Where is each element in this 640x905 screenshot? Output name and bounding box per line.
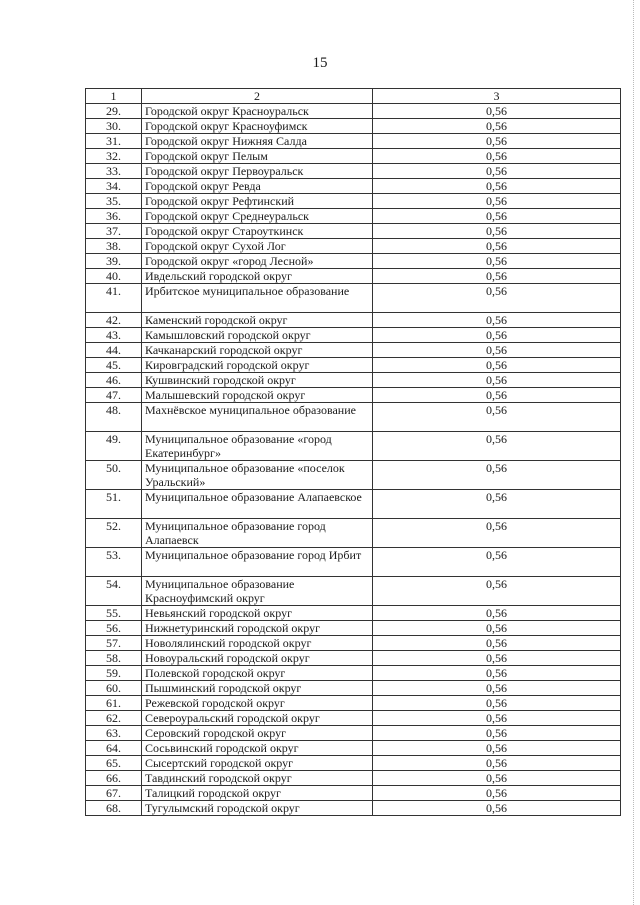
- row-number: 66.: [86, 771, 142, 786]
- row-name: Городской округ Рефтинский: [142, 194, 373, 209]
- header-col-1: 1: [86, 89, 142, 104]
- row-value: 0,56: [373, 403, 621, 432]
- row-number: 62.: [86, 711, 142, 726]
- row-number: 65.: [86, 756, 142, 771]
- row-value: 0,56: [373, 209, 621, 224]
- table-row: [86, 149, 621, 164]
- row-number: 44.: [86, 343, 142, 358]
- table-row: [86, 548, 621, 577]
- row-name: Тугулымский городской округ: [142, 801, 373, 816]
- row-value: 0,56: [373, 373, 621, 388]
- table-row: [86, 741, 621, 756]
- row-name: Качканарский городской округ: [142, 343, 373, 358]
- row-number: 32.: [86, 149, 142, 164]
- row-name: Муниципальное образование город Алапаевск: [142, 519, 373, 548]
- row-name: Городской округ Первоуральск: [142, 164, 373, 179]
- row-number: 36.: [86, 209, 142, 224]
- row-value: 0,56: [373, 119, 621, 134]
- table-row: [86, 756, 621, 771]
- row-number: 50.: [86, 461, 142, 490]
- table-row: [86, 681, 621, 696]
- page-edge: [633, 0, 634, 905]
- row-value: 0,56: [373, 621, 621, 636]
- row-name: Новолялинский городской округ: [142, 636, 373, 651]
- row-name: Малышевский городской округ: [142, 388, 373, 403]
- row-name: Новоуральский городской округ: [142, 651, 373, 666]
- row-value: 0,56: [373, 269, 621, 284]
- row-number: 35.: [86, 194, 142, 209]
- table-row: [86, 239, 621, 254]
- row-value: 0,56: [373, 490, 621, 519]
- row-name: Махнёвское муниципальное образование: [142, 403, 373, 432]
- table-body: [86, 104, 621, 816]
- row-number: 57.: [86, 636, 142, 651]
- row-number: 41.: [86, 284, 142, 313]
- row-value: 0,56: [373, 284, 621, 313]
- row-value: 0,56: [373, 801, 621, 816]
- row-number: 40.: [86, 269, 142, 284]
- row-number: 31.: [86, 134, 142, 149]
- table-row: [86, 606, 621, 621]
- row-number: 29.: [86, 104, 142, 119]
- table-row: [86, 224, 621, 239]
- row-number: 33.: [86, 164, 142, 179]
- row-value: 0,56: [373, 636, 621, 651]
- row-name: Невьянский городской округ: [142, 606, 373, 621]
- table-row: [86, 254, 621, 269]
- row-value: 0,56: [373, 164, 621, 179]
- table-row: [86, 490, 621, 519]
- table-row: [86, 726, 621, 741]
- row-name: Ирбитское муниципальное образование: [142, 284, 373, 313]
- row-number: 61.: [86, 696, 142, 711]
- row-number: 59.: [86, 666, 142, 681]
- table-row: [86, 194, 621, 209]
- row-value: 0,56: [373, 726, 621, 741]
- row-value: 0,56: [373, 134, 621, 149]
- row-value: 0,56: [373, 194, 621, 209]
- row-value: 0,56: [373, 239, 621, 254]
- table-row: [86, 328, 621, 343]
- table-row: [86, 636, 621, 651]
- table-row: [86, 373, 621, 388]
- row-name: Режевской городской округ: [142, 696, 373, 711]
- row-number: 55.: [86, 606, 142, 621]
- row-number: 37.: [86, 224, 142, 239]
- row-name: Городской округ Красноуральск: [142, 104, 373, 119]
- header-row: [86, 89, 621, 104]
- table-row: [86, 519, 621, 548]
- row-number: 64.: [86, 741, 142, 756]
- row-name: Городской округ Красноуфимск: [142, 119, 373, 134]
- row-number: 51.: [86, 490, 142, 519]
- row-value: 0,56: [373, 388, 621, 403]
- row-name: Городской округ Сухой Лог: [142, 239, 373, 254]
- row-value: 0,56: [373, 771, 621, 786]
- header-col-2: 2: [142, 89, 373, 104]
- row-number: 43.: [86, 328, 142, 343]
- row-value: 0,56: [373, 666, 621, 681]
- table-row: [86, 696, 621, 711]
- row-value: 0,56: [373, 224, 621, 239]
- row-value: 0,56: [373, 179, 621, 194]
- row-name: Кировградский городской округ: [142, 358, 373, 373]
- table-row: [86, 577, 621, 606]
- row-value: 0,56: [373, 756, 621, 771]
- table-row: [86, 104, 621, 119]
- table-row: [86, 666, 621, 681]
- table-row: [86, 711, 621, 726]
- header-col-3: 3: [373, 89, 621, 104]
- row-value: 0,56: [373, 696, 621, 711]
- row-name: Талицкий городской округ: [142, 786, 373, 801]
- row-number: 53.: [86, 548, 142, 577]
- page-number: 15: [312, 55, 328, 71]
- row-name: Городской округ Среднеуральск: [142, 209, 373, 224]
- row-number: 30.: [86, 119, 142, 134]
- row-value: 0,56: [373, 254, 621, 269]
- row-name: Кушвинский городской округ: [142, 373, 373, 388]
- table-row: [86, 771, 621, 786]
- row-name: Муниципальное образование Красноуфимский округ: [142, 577, 373, 606]
- table-row: [86, 388, 621, 403]
- table-row: [86, 801, 621, 816]
- row-number: 39.: [86, 254, 142, 269]
- table-row: [86, 179, 621, 194]
- row-name: Городской округ Староуткинск: [142, 224, 373, 239]
- row-name: Городской округ Ревда: [142, 179, 373, 194]
- row-name: Муниципальное образование Алапаевское: [142, 490, 373, 519]
- row-number: 63.: [86, 726, 142, 741]
- row-number: 52.: [86, 519, 142, 548]
- row-name: Камышловский городской округ: [142, 328, 373, 343]
- row-name: Тавдинский городской округ: [142, 771, 373, 786]
- row-name: Североуральский городской округ: [142, 711, 373, 726]
- row-name: Городской округ Нижняя Салда: [142, 134, 373, 149]
- row-number: 47.: [86, 388, 142, 403]
- row-value: 0,56: [373, 343, 621, 358]
- row-name: Городской округ Пелым: [142, 149, 373, 164]
- row-number: 67.: [86, 786, 142, 801]
- table-row: [86, 432, 621, 461]
- table-row: [86, 786, 621, 801]
- row-name: Сысертский городской округ: [142, 756, 373, 771]
- row-number: 58.: [86, 651, 142, 666]
- table-row: [86, 269, 621, 284]
- row-number: 56.: [86, 621, 142, 636]
- row-name: Муниципальное образование «поселок Уральский»: [142, 461, 373, 490]
- row-name: Муниципальное образование город Ирбит: [142, 548, 373, 577]
- table-row: [86, 461, 621, 490]
- table-row: [86, 313, 621, 328]
- row-number: 60.: [86, 681, 142, 696]
- row-number: 48.: [86, 403, 142, 432]
- row-name: Каменский городской округ: [142, 313, 373, 328]
- row-name: Ивдельский городской округ: [142, 269, 373, 284]
- row-number: 45.: [86, 358, 142, 373]
- table-row: [86, 284, 621, 313]
- row-name: Полевской городской округ: [142, 666, 373, 681]
- row-number: 49.: [86, 432, 142, 461]
- row-name: Серовский городской округ: [142, 726, 373, 741]
- table-row: [86, 621, 621, 636]
- row-value: 0,56: [373, 328, 621, 343]
- data-table: [85, 88, 621, 816]
- row-name: Нижнетуринский городской округ: [142, 621, 373, 636]
- row-value: 0,56: [373, 711, 621, 726]
- row-value: 0,56: [373, 358, 621, 373]
- row-value: 0,56: [373, 313, 621, 328]
- row-name: Пышминский городской округ: [142, 681, 373, 696]
- row-value: 0,56: [373, 519, 621, 548]
- row-number: 54.: [86, 577, 142, 606]
- row-number: 42.: [86, 313, 142, 328]
- row-value: 0,56: [373, 681, 621, 696]
- row-value: 0,56: [373, 651, 621, 666]
- table-row: [86, 403, 621, 432]
- table-row: [86, 651, 621, 666]
- table-row: [86, 134, 621, 149]
- row-name: Муниципальное образование «город Екатеринбург»: [142, 432, 373, 461]
- row-value: 0,56: [373, 432, 621, 461]
- row-value: 0,56: [373, 461, 621, 490]
- row-number: 34.: [86, 179, 142, 194]
- row-value: 0,56: [373, 786, 621, 801]
- row-value: 0,56: [373, 577, 621, 606]
- table-row: [86, 358, 621, 373]
- row-name: Сосьвинский городской округ: [142, 741, 373, 756]
- row-name: Городской округ «город Лесной»: [142, 254, 373, 269]
- row-value: 0,56: [373, 149, 621, 164]
- table-row: [86, 119, 621, 134]
- row-number: 46.: [86, 373, 142, 388]
- row-number: 38.: [86, 239, 142, 254]
- row-number: 68.: [86, 801, 142, 816]
- table-row: [86, 209, 621, 224]
- row-value: 0,56: [373, 741, 621, 756]
- row-value: 0,56: [373, 606, 621, 621]
- table-row: [86, 343, 621, 358]
- row-value: 0,56: [373, 548, 621, 577]
- row-value: 0,56: [373, 104, 621, 119]
- table-row: [86, 164, 621, 179]
